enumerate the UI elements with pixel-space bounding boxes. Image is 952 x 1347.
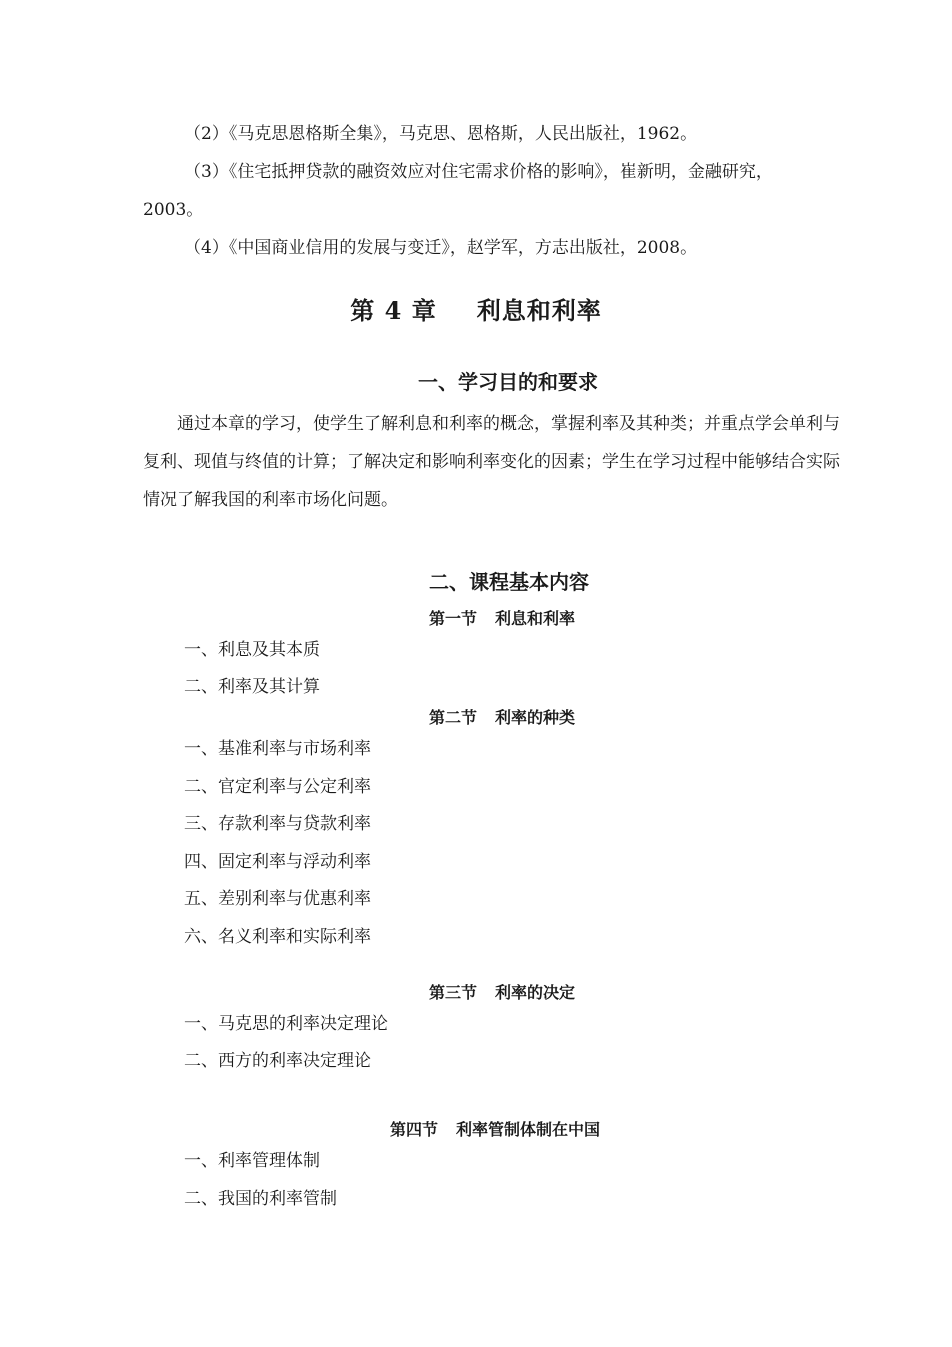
section-item: 二、利率及其计算 (184, 677, 320, 697)
section-name: 利率的决定 (495, 983, 576, 1002)
section-title (390, 1120, 600, 1140)
section-item: 六、名义利率和实际利率 (184, 927, 371, 947)
section-title (429, 609, 575, 629)
section-title (429, 983, 575, 1003)
section-item: 二、我国的利率管制 (184, 1189, 337, 1209)
section-item: 一、利率管理体制 (184, 1151, 320, 1171)
section-item: 二、西方的利率决定理论 (184, 1051, 371, 1071)
objectives-heading: 一、学习目的和要求 (418, 370, 598, 394)
section-item: 三、存款利率与贷款利率 (184, 814, 371, 834)
chapter-title (0, 296, 952, 326)
section-number: 第四节 (390, 1120, 439, 1139)
reference-item-continuation: 2003。 (143, 200, 204, 220)
section-item: 五、差别利率与优惠利率 (184, 889, 371, 909)
section-item: 一、基准利率与市场利率 (184, 739, 371, 759)
objectives-paragraph: 通过本章的学习，使学生了解利息和利率的概念，掌握利率及其种类；并重点学会单利与复利、现值与终值的计算；了解决定和影响利率变化的因素；学生在学习过程中能够结合实际情况了解我国的利率市场化问题。 (143, 414, 840, 510)
section-name: 利率的种类 (495, 708, 576, 727)
reference-item: （2）《马克思恩格斯全集》，马克思、恩格斯，人民出版社，1962。 (184, 124, 698, 144)
section-item: 一、利息及其本质 (184, 640, 320, 660)
chapter-number: 第 4 章 (350, 296, 437, 325)
section-item: 四、固定利率与浮动利率 (184, 852, 371, 872)
section-title (429, 708, 575, 728)
reference-item: （3）《住宅抵押贷款的融资效应对住宅需求价格的影响》，崔新明，金融研究， (184, 162, 773, 182)
section-item: 二、官定利率与公定利率 (184, 777, 371, 797)
section-name: 利息和利率 (495, 609, 576, 628)
chapter-name: 利息和利率 (476, 296, 602, 325)
section-number: 第三节 (429, 983, 478, 1002)
reference-item: （4）《中国商业信用的发展与变迁》，赵学军，方志出版社，2008。 (184, 238, 698, 258)
section-item: 一、马克思的利率决定理论 (184, 1014, 388, 1034)
section-name: 利率管制体制在中国 (456, 1120, 601, 1139)
section-number: 第一节 (429, 609, 478, 628)
content-heading: 二、课程基本内容 (429, 570, 589, 594)
section-number: 第二节 (429, 708, 478, 727)
